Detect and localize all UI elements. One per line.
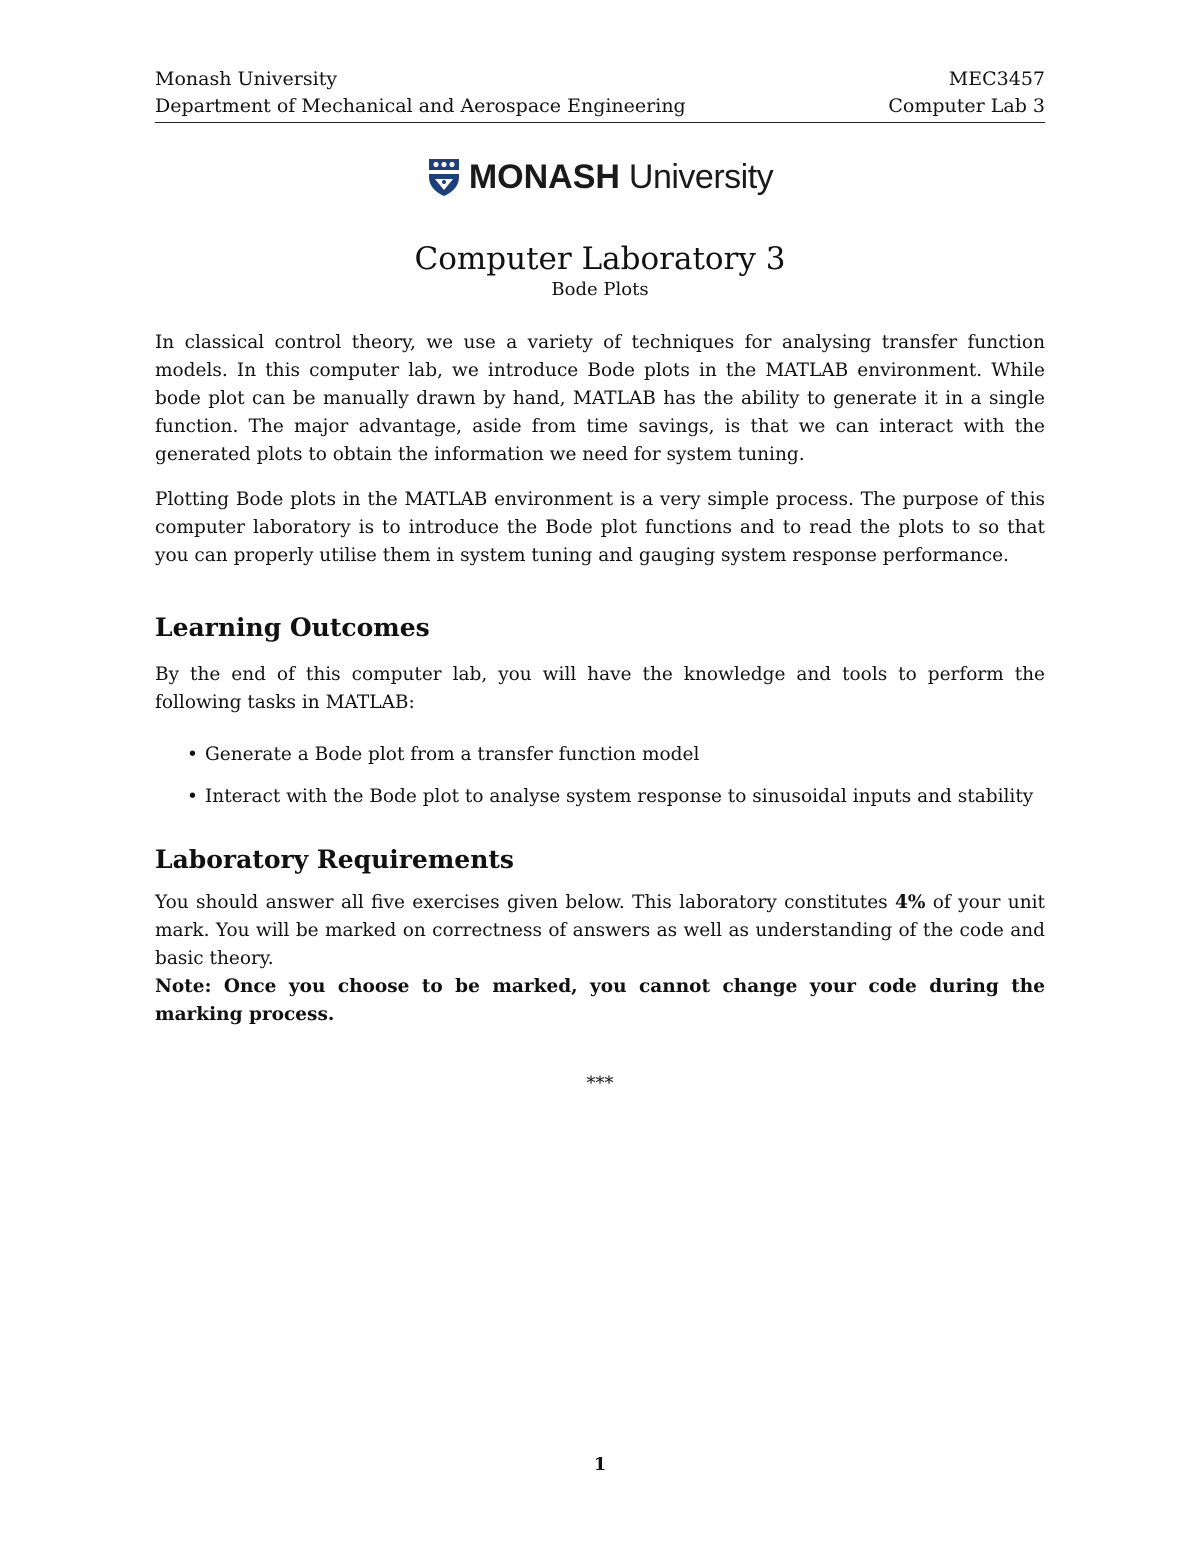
intro-paragraph-2: Plotting Bode plots in the MATLAB environment is a very simple process. The purpose of this computer laboratory is to introduce the Bode plot functions and to read the plots to so that you can properly utilise them in system tuning and gauging system response performance. [155,489,1045,566]
lab-requirements-text: You should answer all five exercises given below. This laboratory constitutes 4% of your unit mark. You will be marked on correctness of answers as well as understanding of the code and basic theory. Note: Once you choose to be marked, you cannot change your code during the marking process. [155,892,1045,1025]
list-item: • Generate a Bode plot from a transfer function model [205,741,1045,769]
document-title: Computer Laboratory 3 [414,241,786,277]
page-header [155,66,1045,123]
learning-outcomes-list [155,741,1045,811]
header-university: Monash University [155,68,338,90]
monash-crest-icon [427,157,461,197]
learning-outcomes-intro: By the end of this computer lab, you will have the knowledge and tools to perform the following tasks in MATLAB: [155,664,1045,713]
list-item: • Interact with the Bode plot to analyse system response to sinusoidal inputs and stability [205,783,1045,811]
header-lab-name: Computer Lab 3 [888,95,1045,117]
logo-wordmark: MONASH University [468,157,774,196]
document-subtitle: Bode Plots [551,279,649,300]
monash-logo [155,157,1045,197]
header-department: Department of Mechanical and Aerospace Engineering [155,95,686,117]
page-number: 1 [593,1454,607,1475]
document-page [155,66,1045,1094]
bullet-icon: • [187,786,198,807]
intro-paragraph-1: In classical control theory, we use a variety of techniques for analysing transfer function models. In this computer lab, we introduce Bode plots in the MATLAB environment. While bode plot can be manually drawn by hand, MATLAB has the ability to generate it in a single function. The major advantage, aside from time savings, is that we can interact with the generated plots to obtain the information we need for system tuning. [155,332,1045,465]
section-separator: *** [586,1073,614,1094]
header-course-code: MEC3457 [948,68,1045,90]
marking-note: Note: Once you choose to be marked, you cannot change your code during the marking process. [155,976,1045,1025]
bullet-icon: • [187,744,198,765]
learning-outcomes-heading: Learning Outcomes [155,613,430,642]
mark-percentage: 4% [894,892,926,913]
lab-requirements-heading: Laboratory Requirements [155,845,514,874]
